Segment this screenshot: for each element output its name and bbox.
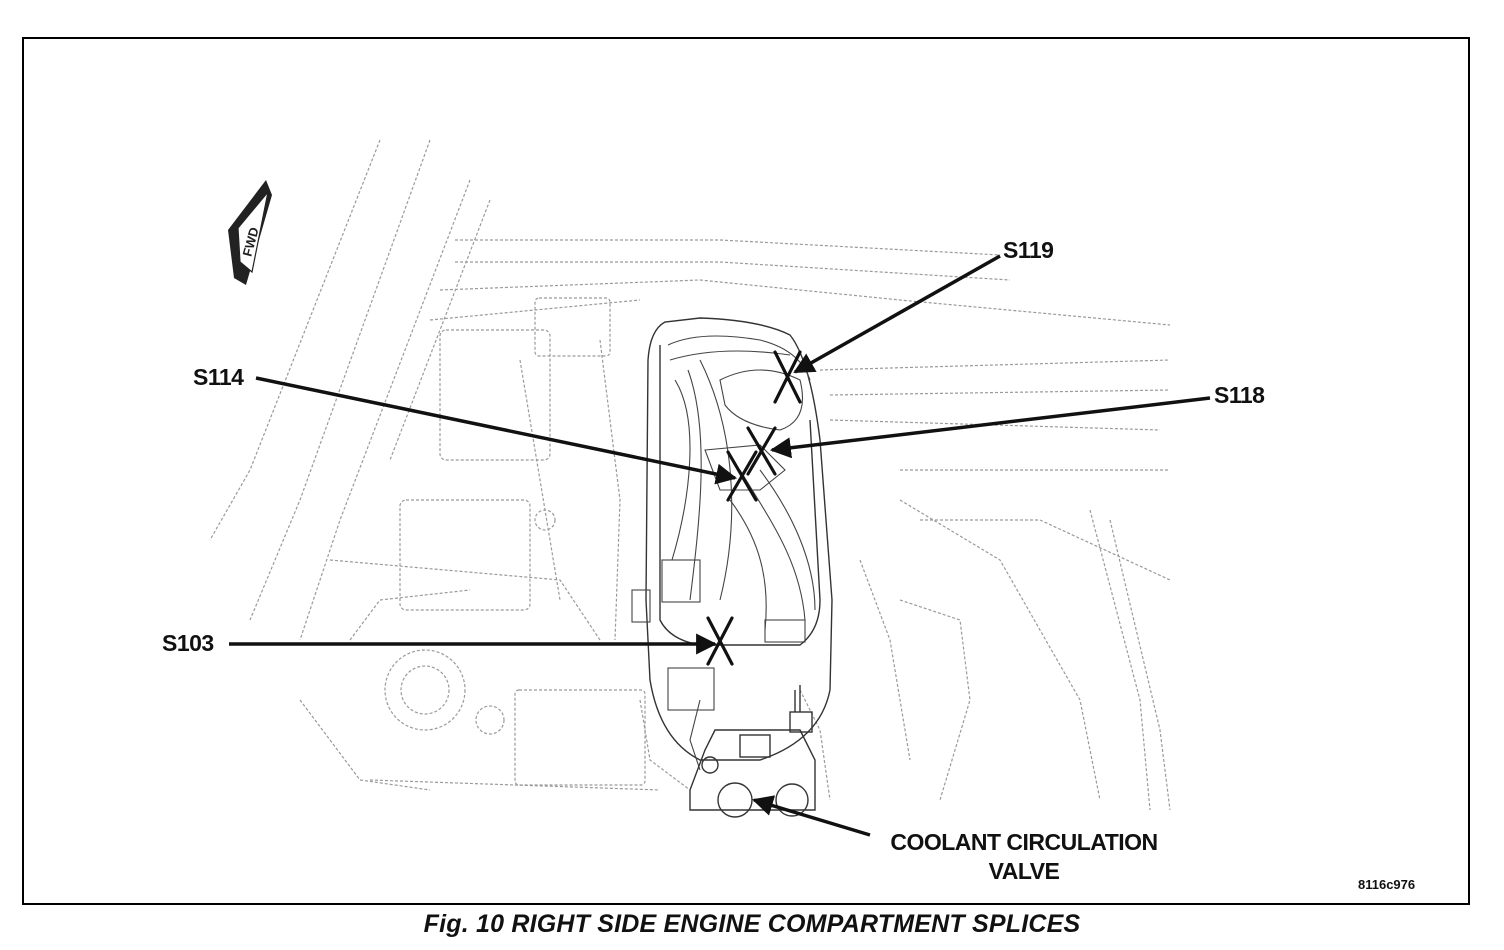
leader-coolant-valve — [754, 800, 870, 835]
splice-marker-s103 — [708, 618, 732, 664]
leader-lines — [229, 256, 1210, 835]
callout-s119: S119 — [1003, 237, 1054, 263]
splice-markers — [708, 352, 800, 664]
splice-marker-s119 — [775, 352, 800, 402]
callout-coolant-line1: COOLANT CIRCULATION — [890, 829, 1158, 855]
harness-box-outline — [646, 318, 832, 760]
coolant-valve-drawing — [690, 685, 815, 817]
splice-marker-s118 — [748, 428, 775, 474]
callout-s103: S103 — [162, 630, 214, 656]
figure-id: 8116c976 — [1358, 877, 1416, 892]
callout-s114: S114 — [193, 364, 244, 390]
fwd-arrow-label: FWD — [239, 225, 262, 259]
callout-coolant-circulation-valve — [876, 828, 1172, 886]
figure-caption: Fig. 10 RIGHT SIDE ENGINE COMPARTMENT SPLICES — [423, 910, 1081, 938]
callout-coolant-line2: VALVE — [988, 858, 1060, 884]
leader-s118 — [772, 398, 1210, 450]
fwd-arrow-icon — [228, 180, 272, 285]
leader-s114 — [256, 378, 735, 478]
callout-s118: S118 — [1214, 382, 1265, 408]
